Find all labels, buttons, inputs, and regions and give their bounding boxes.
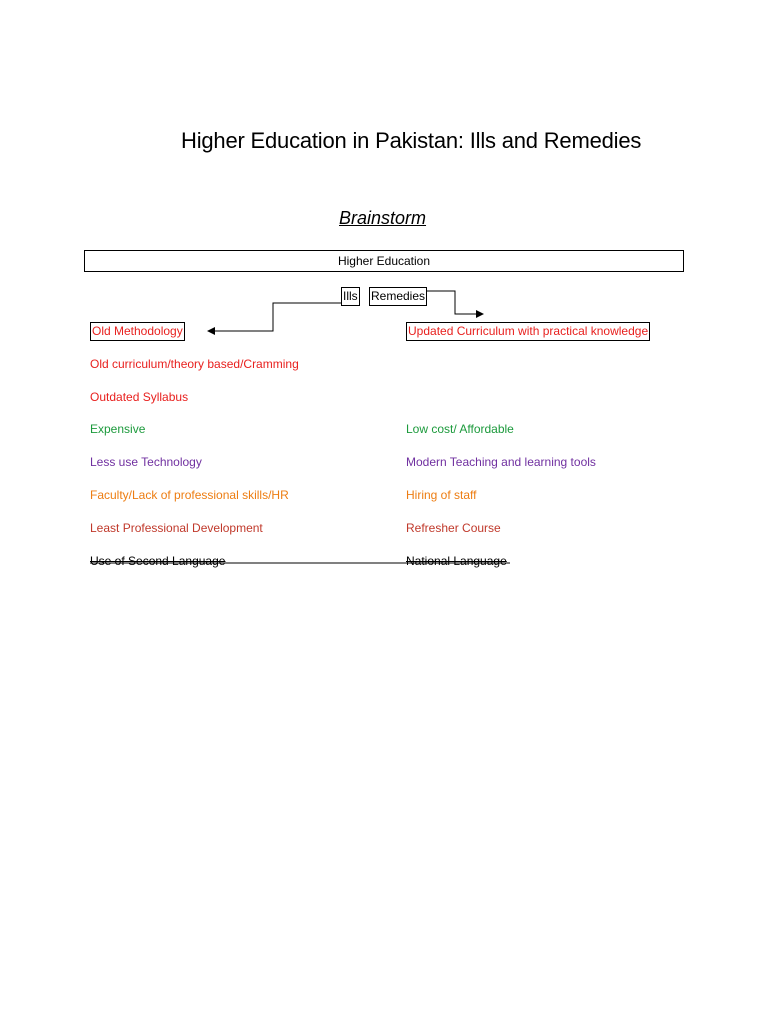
ill-item-2: Old curriculum/theory based/Cramming bbox=[90, 357, 299, 371]
remedy-item-6: Hiring of staff bbox=[406, 488, 477, 502]
remedies-connector-arrow bbox=[426, 291, 483, 314]
remedy-item-4: Low cost/ Affordable bbox=[406, 422, 514, 436]
ills-node-box: Ills bbox=[341, 287, 360, 306]
ill-item-4: Expensive bbox=[90, 422, 146, 436]
remedy-item-8: National Language bbox=[406, 554, 507, 568]
document-title: Higher Education in Pakistan: Ills and Remedies bbox=[181, 128, 642, 153]
remedy-item-5: Modern Teaching and learning tools bbox=[406, 455, 596, 469]
ill-item-5: Less use Technology bbox=[90, 455, 202, 469]
ill-item-7: Least Professional Development bbox=[90, 521, 263, 535]
ill-item-6: Faculty/Lack of professional skills/HR bbox=[90, 488, 289, 502]
ill-item-3: Outdated Syllabus bbox=[90, 390, 189, 404]
remedy-item-1: Updated Curriculum with practical knowledge bbox=[406, 322, 650, 341]
ills-connector-arrow bbox=[208, 303, 341, 331]
root-node-box: Higher Education bbox=[84, 250, 684, 272]
remedy-item-7: Refresher Course bbox=[406, 521, 501, 535]
remedies-node-box: Remedies bbox=[369, 287, 427, 306]
ill-item-1: Old Methodology bbox=[90, 322, 185, 341]
ill-item-8: Use of Second Language bbox=[90, 554, 226, 568]
brainstorm-heading: Brainstorm bbox=[339, 208, 427, 228]
